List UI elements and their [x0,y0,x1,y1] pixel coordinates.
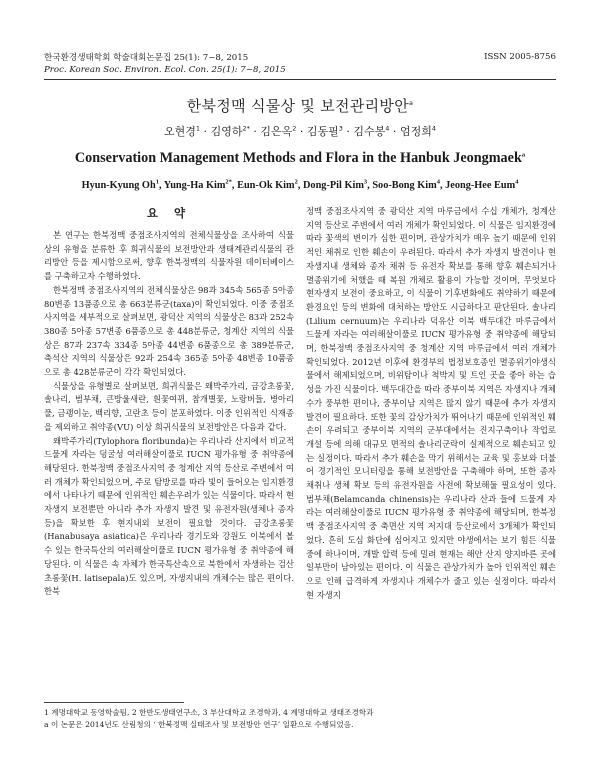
author-name: Yung-Ha Kim [163,180,226,191]
title-english [0,150,600,167]
authors-english [0,180,600,191]
author-separator: · [296,125,307,138]
footnote-rule [44,702,184,703]
author-affiliation-mark: 1 [155,178,159,186]
footnote-line: a 이 논문은 2014년도 산림청의 ‘ 한북정맥 실태조사 및 보전방안 연구’ 일환으로 수행되었음. [44,720,354,729]
body-paragraph: 왜박주가리(Tylophora floribunda)는 우리나라 산지에서 비교적 드물게 자라는 덩굴성 여러해살이풀로 IUCN 평가유형 중 취약종에 해당된다. 한북정맥 중점조사지역 중 청계산 지역 등산로 주변에서 여러 개체가 확인되었으며, 주로 탐방로를 따라 빛이 들어오는 임지환경에서 나타나기 때문에 인위적인 훼손우려가 있는 식물이다. 따라서 현 자생지 보전뿐만 아니라 추가 자생지 발견 및 유전자원(생체나 종자 등)을 확보한 후 현지내외 보전이 필요할 것이다. 금강초롱꽃(Hanabusaya asiatica)은 우리나라 경기도와 강원도 이북에서 볼 수 있는 한국특산의 여러해살이풀로 IUCN 평가유형 중 취약종에 해당된다. 이 식물은 속 자체가 한국특산속으로 북한에서 자생하는 검산초롱꽃(H. latisepala)도 있으며, 자생지내의 개체수는 많은 편이다. 한북 [44,435,294,597]
journal-header [44,52,286,76]
body-paragraph: 정맥 중점조사지역 중 광덕산 지역 마루금에서 수십 개체가, 청계산 지역 등산로 주변에서 여러 개체가 확인되었다. 이 식물은 임지환경에 따라 꽃색의 변이가 심한 편이며, 관상가치가 매우 높기 때문에 인위적인 채취로 인한 훼손이 우려된다. 따라서 추가 자생지 발견이나 현 자생지내 생체와 종자 채취 등 유전자 확보를 통해 향후 훼손되거나 멸종위기에 처했을 때 복원 개체로 활용이 가능할 것이며, 무엇보다 현자생지 보전이 중요하고, 이 식물이 기후변화에도 취약하기 때문에 환경요인 등의 변화에 대처하는 방안도 시급하다고 판단된다. 솔나리(Lilium cernuum)는 우리나라 덕유산 이북 백두대간 마루금에서 드물게 자라는 여러해살이풀로 IUCN 평가유형 중 취약종에 해당되며, 한북정맥 중점조사지역 중 청계산 지역 마루금에서 여러 개체가 확인되었다. 2012년 이후에 환경부의 법정보호종인 멸종위기야생식물에서 해제되었으며, 비위탐이나 척박지 및 트인 곳을 좋아 하는 습성을 가진 식물이다. 백두대간을 따라 중부이북 지역은 자생지나 개체수가 풍부한 편이나, 중부이남 지역은 많지 않기 때문에 추가 자생지 발견이 필요하다. 또한 꽃의 감상가치가 뛰어나기 때문에 인위적인 훼손이 우려되고 중부이북 지역의 군부대에서는 진지구축이나 작업로 개설 등에 의해 대규모 면적의 솔나리군락이 실제적으로 훼손되고 있는 실정이다. 따라서 추가 훼손을 막기 위해서는 교육 및 홍보와 더불어 경기적인 모니터링을 통해 보전방안을 구축해야 하며, 또한 종자 채취나 생체 확보 등의 유전자원을 사전에 확보해둘 필요성이 있다. 범부채(Belamcanda chinensis)는 우리나라 산과 들에 드물게 자라는 여러해살이풀로 IUCN 평가유형 중 취약종에 해당되며, 한북정맥 중점조사지역 중 축면산 지역 저지대 등산로에서 3개체가 확인되었다. 흔히 도심 화단에 심어지고 있지만 야생에서는 보기 힘든 식물 중에 하나이며, 개발 압력 등에 밀려 현재는 해안 산지 양지바른 곳에 일부만이 남아있는 편이다. 이 식물은 관상가치가 높아 인위적인 훼손으로 인해 급격하게 자생지나 개체수가 줄고 있는 실정이다. 따라서 현 자생지 [306,206,556,600]
body-paragraph: 한북정맥 중점조사지역의 전체식물상은 98과 345속 565종 5아종 80변종 13품종으로 총 663분류군(taxa)이 확인되었다. 이중 중점조사지역을 세부적으로 살펴보면, 광덕산 지역의 식물상은 83과 252속 380종 5아종 57변종 6품종으로 총 448분류군, 청계산 지역의 식물상은 87과 237속 334종 5아종 44변종 6품종으로 총 389분류군, 축석산 지역의 식물상은 92과 254속 365종 5아종 48변종 10품종으로 총 428분류군이 각각 확인되었다. [44,284,295,378]
column-left [44,205,294,599]
author-separator: , [297,180,303,191]
author-name: 오현경 [164,125,196,138]
author-separator: , [439,180,446,191]
author-affiliation-mark: 4 [436,178,440,186]
body-paragraph: 본 연구는 한북정맥 중점조사지역의 전체식물상을 조사하여 식물상의 유형을 분류한 후 희귀식물의 보전방안과 생태계관리식물의 관리방안 등을 제시함으로써, 향후 한북정맥의 식물자원 데이터베이스를 구축하고자 수행하였다. [44,230,294,282]
author-affiliation-mark: 2* [242,124,250,133]
title-korean-footnote-mark: a [408,99,414,107]
author-separator: · [342,125,354,138]
journal-name-en: Proc. Korean Soc. Environ. Ecol. Con. 25(1): 7~8, 2015 [44,65,286,75]
title-korean-text: 한북정맥 식물상 및 보전관리방안 [186,97,409,115]
author-name: Soo-Bong Kim [372,180,437,191]
journal-name-ko: 한국환경생태학회 학술대회논문집 25(1): 7~8, 2015 [44,53,249,63]
author-name: Jeong-Hee Eum [445,180,516,191]
author-affiliation-mark: 4 [385,124,390,133]
authors-korean [0,123,600,139]
column-right [306,205,556,602]
title-english-footnote-mark: a [521,151,526,159]
author-affiliation-mark: 3 [363,178,368,186]
author-name: 김영하 [210,125,243,138]
title-english-text: Conservation Management Methods and Flora in the Hanbuk Jeongmaek [74,150,522,166]
author-separator: · [389,125,400,138]
footnote-line: 1 계명대학교 동영학술팀, 2 한반도생태연구소, 3 부산대학교 조경학과, 4 계명대학교 생태조경학과 [44,708,374,717]
author-name: 김은옥 [260,125,293,138]
author-affiliation-mark: 4 [431,124,436,133]
author-affiliation-mark: 2* [225,178,232,186]
author-separator: · [200,125,211,138]
author-name: 엄정희 [399,125,432,138]
author-separator: · [249,125,261,138]
author-separator: , [158,180,164,191]
author-name: 김동필 [306,125,339,138]
author-separator: , [367,180,373,191]
title-korean [0,95,600,116]
author-affiliation-mark: 2 [294,178,298,186]
author-affiliation-mark: 4 [515,178,519,186]
author-affiliation-mark: 3 [338,124,343,133]
author-affiliation-mark: 1 [195,124,201,133]
author-name: Dong-Pil Kim [303,180,364,191]
body-paragraph: 식물상을 유형별로 살펴보면, 희귀식물은 왜박주가리, 금강초롱꽃, 솔나리, 범부채, 큰방울새란, 흰꽃여뀌, 참개별꽃, 노랑버들, 병아리풀, 금괭이눈, 백리향, 고란초 등이 분포하였다. 이중 인위적인 식재종을 제외하고 취약종(VU) 이상 희귀식물의 보전방안은 다음과 같다. [44,380,294,432]
author-name: Hyun-Kyung Oh [81,180,156,191]
footnotes [44,707,556,731]
author-name: 김수봉 [353,125,386,138]
author-name: Eun-Ok Kim [237,180,295,191]
author-separator: , [231,180,238,191]
issn: ISSN 2005-8756 [484,52,556,62]
abstract-heading: 요 약 [146,206,192,220]
author-affiliation-mark: 2 [292,124,297,133]
header-rule [44,79,556,80]
